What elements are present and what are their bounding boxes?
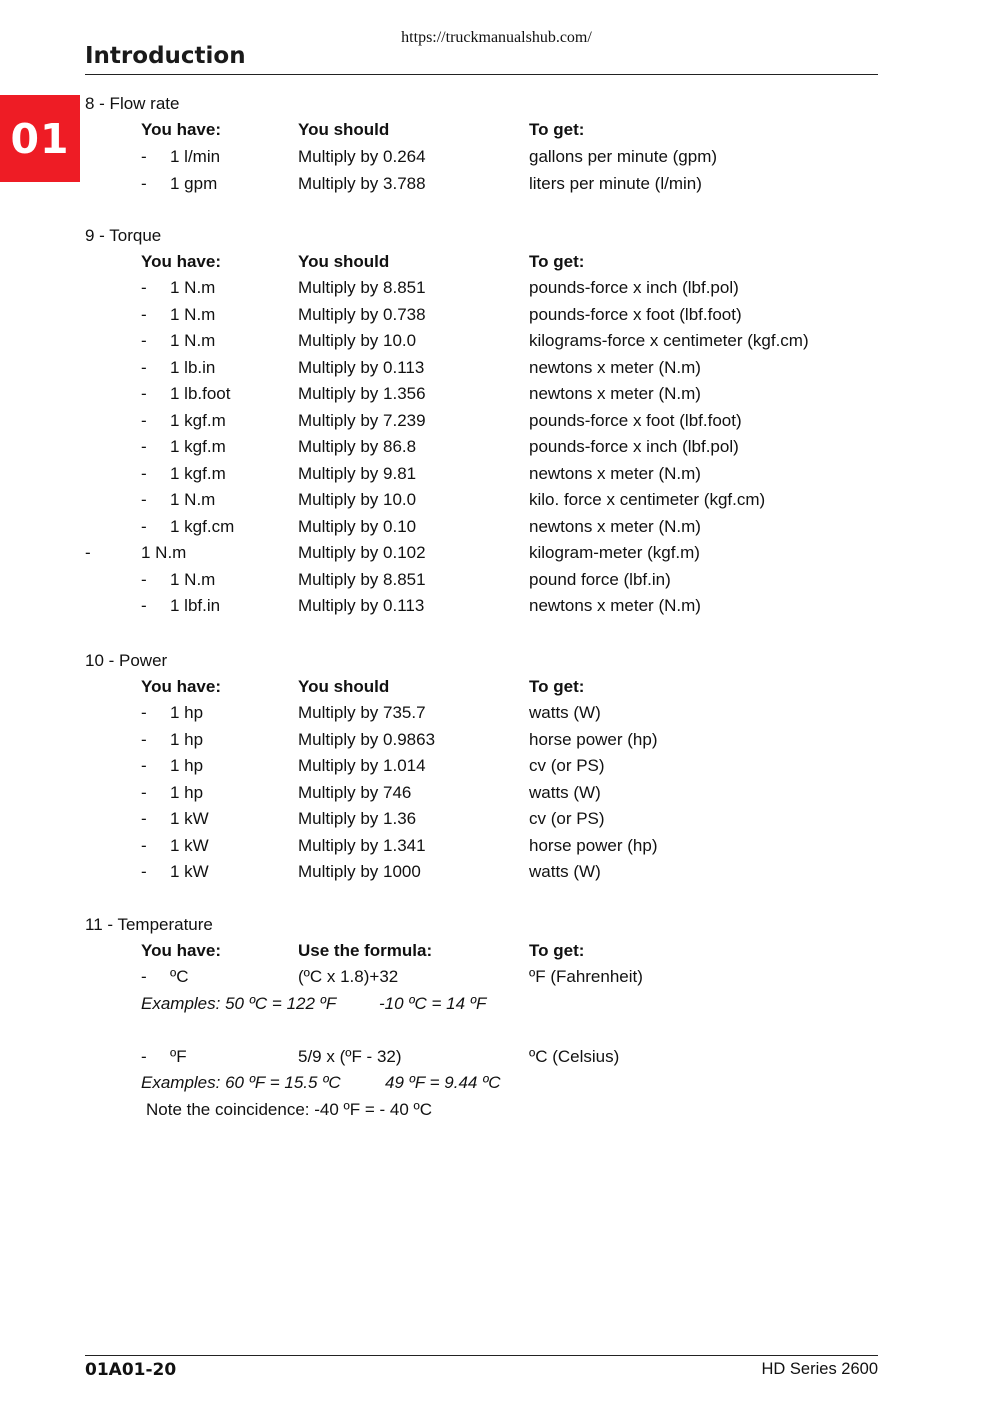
row-dash: - (141, 384, 147, 403)
row-you-have: 1 lbf.in (170, 596, 221, 615)
row-dash: - (141, 410, 147, 430)
row-to-get: pounds-force x inch (lbf.pol) (529, 437, 739, 456)
row-to-get: newtons x meter (N.m) (529, 463, 701, 483)
example-b: -10 ºC = 14 ºF (379, 994, 487, 1013)
celsius-have: ºC (170, 967, 189, 986)
row-you-should: Multiply by 0.9863 (298, 729, 436, 749)
row-to-get: pounds-force x inch (lbf.pol) (529, 278, 739, 297)
row-dash: - (141, 782, 147, 802)
row-you-have: 1 kW (170, 809, 209, 828)
row-dash: - (141, 278, 147, 297)
row-dash: - (141, 862, 147, 881)
fahrenheit-get: ºC (Celsius) (529, 1047, 620, 1066)
row-to-get: pounds-force x foot (lbf.foot) (529, 410, 742, 430)
row-you-should: Multiply by 1.341 (298, 835, 426, 855)
row-dash: - (141, 304, 147, 324)
row-dash: - (141, 173, 147, 193)
row-you-should: Multiply by 1.36 (298, 809, 417, 828)
row-you-should: Multiply by 0.113 (298, 357, 425, 377)
col-header-you-have: You have: (141, 120, 221, 139)
row-dash: - (141, 596, 147, 615)
section-title: 9 - Torque (85, 226, 162, 245)
coincidence-note: Note the coincidence: -40 ºF = - 40 ºC (146, 1100, 432, 1119)
celsius-example (141, 994, 487, 1014)
series-name: HD Series 2600 (761, 1360, 878, 1378)
row-dash: - (141, 703, 147, 722)
row-you-have: 1 kW (170, 862, 209, 881)
row-to-get: gallons per minute (gpm) (529, 147, 718, 166)
col-header-to-get: To get: (529, 677, 585, 696)
row-you-have: 1 gpm (170, 173, 218, 193)
row-dash: - (141, 967, 147, 986)
row-you-should: Multiply by 10.0 (298, 490, 417, 509)
row-you-should: Multiply by 0.738 (298, 304, 426, 324)
row-you-should: Multiply by 0.113 (298, 596, 425, 615)
row-to-get: kilograms-force x centimeter (kgf.cm) (529, 331, 809, 350)
row-dash: - (141, 835, 147, 855)
row-you-have: 1 hp (170, 782, 204, 802)
col-header-use-formula: Use the formula: (298, 941, 433, 960)
row-you-have: 1 N.m (170, 278, 216, 297)
celsius-formula: (ºC x 1.8)+32 (298, 967, 399, 986)
col-header-you-should: You should (298, 252, 390, 271)
row-you-should: Multiply by 8.851 (298, 569, 426, 589)
row-to-get: kilo. force x centimeter (kgf.cm) (529, 490, 766, 509)
row-to-get: horse power (hp) (529, 729, 658, 749)
col-header-to-get: To get: (529, 120, 585, 139)
row-dash: - (141, 147, 147, 166)
row-dash: - (141, 756, 147, 775)
row-you-have: 1 l/min (170, 147, 221, 166)
chapter-number: 01 (10, 114, 70, 163)
row-to-get: newtons x meter (N.m) (529, 516, 701, 536)
section-title: 11 - Temperature (85, 915, 213, 934)
row-you-should: Multiply by 0.102 (298, 543, 426, 562)
row-dash: - (141, 1047, 147, 1066)
row-you-have: 1 N.m (170, 569, 216, 589)
chapter-tab (0, 95, 80, 182)
row-you-have: 1 kgf.m (170, 437, 226, 456)
row-you-have: 1 kgf.cm (170, 516, 235, 536)
row-you-should: Multiply by 9.81 (298, 463, 417, 483)
page-code: 01A01-20 (85, 1360, 177, 1380)
row-you-have: 1 hp (170, 703, 204, 722)
header-rule (85, 74, 878, 75)
row-to-get: newtons x meter (N.m) (529, 384, 701, 403)
row-you-should: Multiply by 3.788 (298, 173, 426, 193)
page-title: Introduction (85, 43, 246, 69)
row-to-get: watts (W) (529, 782, 601, 802)
row-you-should: Multiply by 8.851 (298, 278, 426, 297)
row-you-have: 1 N.m (141, 543, 187, 562)
row-you-should: Multiply by 86.8 (298, 437, 417, 456)
row-dash: - (141, 437, 147, 456)
section-title: 8 - Flow rate (85, 94, 180, 113)
row-you-should: Multiply by 7.239 (298, 410, 426, 430)
fahrenheit-example (141, 1073, 501, 1093)
example-a: Examples: 50 ºC = 122 ºF (141, 994, 337, 1013)
row-to-get: liters per minute (l/min) (529, 173, 702, 193)
row-to-get: cv (or PS) (529, 809, 605, 828)
row-you-have: 1 N.m (170, 331, 216, 350)
row-you-should: Multiply by 1000 (298, 862, 421, 881)
col-header-to-get: To get: (529, 941, 585, 960)
row-you-should: Multiply by 1.014 (298, 756, 426, 775)
source-url[interactable]: https://truckmanualshub.com/ (401, 29, 592, 46)
row-dash: - (141, 516, 147, 536)
row-you-should: Multiply by 10.0 (298, 331, 417, 350)
row-you-should: Multiply by 1.356 (298, 384, 426, 403)
row-to-get: newtons x meter (N.m) (529, 357, 701, 377)
row-to-get: horse power (hp) (529, 835, 658, 855)
row-you-should: Multiply by 0.264 (298, 147, 426, 166)
fahrenheit-have: ºF (170, 1047, 187, 1066)
row-you-have: 1 hp (170, 729, 204, 749)
row-dash: - (141, 463, 147, 483)
row-dash: - (141, 569, 147, 589)
row-you-should: Multiply by 735.7 (298, 703, 426, 722)
row-you-have: 1 lb.foot (170, 384, 231, 403)
section-title: 10 - Power (85, 651, 168, 670)
row-to-get: pounds-force x foot (lbf.foot) (529, 304, 742, 324)
row-dash: - (141, 809, 147, 828)
row-to-get: watts (W) (529, 703, 601, 722)
row-you-have: 1 kgf.m (170, 463, 226, 483)
row-to-get: kilogram-meter (kgf.m) (529, 543, 700, 562)
col-header-you-should: You should (298, 120, 390, 139)
col-header-you-have: You have: (141, 941, 221, 960)
col-header-you-should: You should (298, 677, 390, 696)
fahrenheit-formula: 5/9 x (ºF - 32) (298, 1047, 402, 1066)
row-you-should: Multiply by 746 (298, 782, 412, 802)
example-a: Examples: 60 ºF = 15.5 ºC (141, 1073, 341, 1092)
row-you-have: 1 hp (170, 756, 204, 775)
col-header-you-have: You have: (141, 252, 221, 271)
row-you-have: 1 lb.in (170, 357, 216, 377)
col-header-to-get: To get: (529, 252, 585, 271)
row-dash: - (85, 543, 91, 562)
row-you-have: 1 N.m (170, 304, 216, 324)
row-to-get: newtons x meter (N.m) (529, 596, 701, 615)
row-dash: - (141, 490, 147, 509)
row-dash: - (141, 331, 147, 350)
example-b: 49 ºF = 9.44 ºC (385, 1073, 501, 1092)
row-you-have: 1 kgf.m (170, 410, 226, 430)
celsius-get: ºF (Fahrenheit) (529, 967, 643, 986)
row-to-get: pound force (lbf.in) (529, 569, 671, 589)
row-you-should: Multiply by 0.10 (298, 516, 417, 536)
footer-rule (85, 1355, 878, 1356)
row-to-get: watts (W) (529, 862, 601, 881)
row-you-have: 1 N.m (170, 490, 216, 509)
row-to-get: cv (or PS) (529, 756, 605, 775)
row-you-have: 1 kW (170, 835, 209, 855)
row-dash: - (141, 357, 147, 377)
col-header-you-have: You have: (141, 677, 221, 696)
row-dash: - (141, 729, 147, 749)
